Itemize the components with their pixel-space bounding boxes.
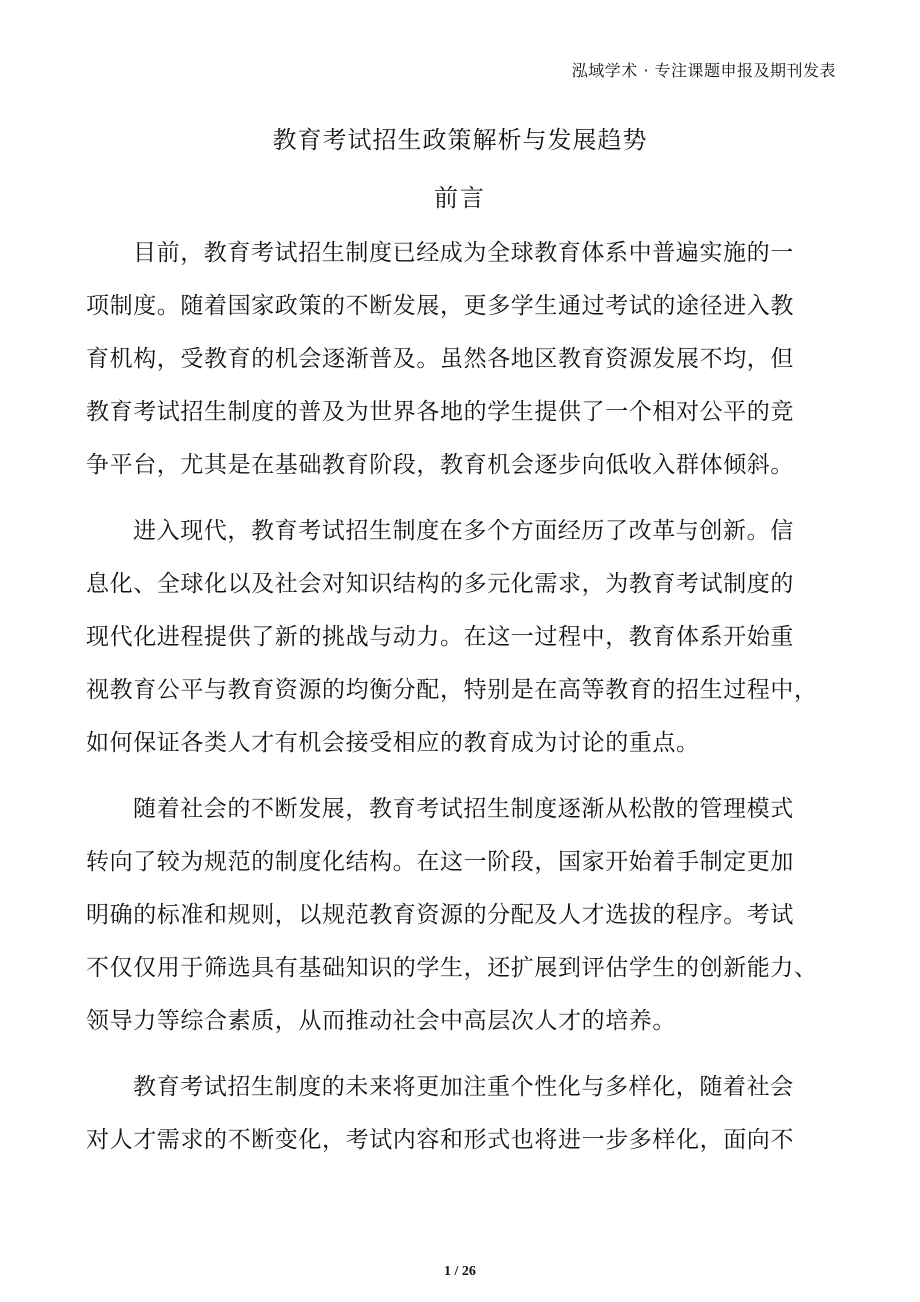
text-line: 转向了较为规范的制度化结构。在这一阶段，国家开始着手制定更加 [86, 849, 794, 875]
paragraph [86, 514, 828, 779]
text-line: 现代化进程提供了新的挑战与动力。在这一过程中，教育体系开始重 [86, 624, 794, 650]
text-line: 争平台，尤其是在基础教育阶段，教育机会逐步向低收入群体倾斜。 [86, 452, 794, 478]
text-line: 不仅仅用于筛选具有基础知识的学生，还扩展到评估学生的创新能力、 [86, 955, 818, 981]
text-line: 对人才需求的不断变化，考试内容和形式也将进一步多样化，面向不 [86, 1127, 794, 1153]
page-header: 泓域学术 · 专注课题申报及期刊发表 [571, 61, 836, 80]
text-line: 教育考试招生制度的未来将更加注重个性化与多样化，随着社会 [133, 1074, 794, 1100]
text-line: 明确的标准和规则，以规范教育资源的分配及人才选拔的程序。考试 [86, 902, 794, 928]
paragraph [86, 1070, 828, 1176]
text-line: 领导力等综合素质，从而推动社会中高层次人才的培养。 [86, 1008, 676, 1034]
text-line: 息化、全球化以及社会对知识结构的多元化需求，为教育考试制度的 [86, 571, 794, 597]
text-line: 进入现代，教育考试招生制度在多个方面经历了改革与创新。信 [133, 518, 794, 544]
text-line: 如何保证各类人才有机会接受相应的教育成为讨论的重点。 [86, 730, 700, 756]
text-line: 视教育公平与教育资源的均衡分配，特别是在高等教育的招生过程中， [86, 677, 818, 703]
text-line: 育机构，受教育的机会逐渐普及。虽然各地区教育资源发展不均，但 [86, 346, 794, 372]
paragraph [86, 236, 828, 501]
paragraph [86, 792, 828, 1057]
section-heading: 前言 [434, 184, 486, 212]
document-title: 教育考试招生政策解析与发展趋势 [272, 126, 648, 154]
text-line: 项制度。随着国家政策的不断发展，更多学生通过考试的途径进入教 [86, 293, 794, 319]
text-line: 教育考试招生制度的普及为世界各地的学生提供了一个相对公平的竞 [86, 399, 794, 425]
text-line: 随着社会的不断发展，教育考试招生制度逐渐从松散的管理模式 [133, 796, 794, 822]
document-body [86, 236, 828, 1189]
text-line: 目前，教育考试招生制度已经成为全球教育体系中普遍实施的一 [133, 240, 794, 266]
page-indicator: 1 / 26 [444, 1264, 476, 1279]
